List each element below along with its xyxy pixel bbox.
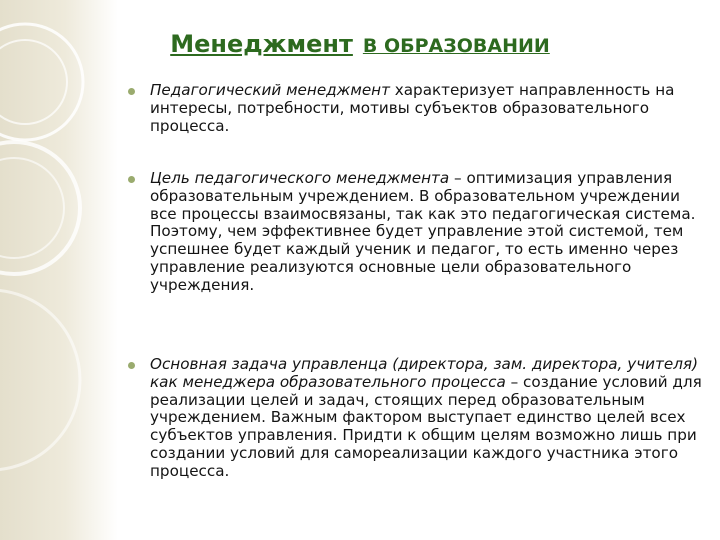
bullet-item <box>150 170 702 295</box>
slide-title <box>0 22 720 60</box>
bullet-term: Основная задача управленца (директора, зам. директора, учителя) как менеджера образовательного процесса <box>150 355 698 391</box>
bullet-term: Цель педагогического менеджмента <box>150 169 450 187</box>
title-main: Менеджмент <box>170 30 353 58</box>
bullet-body: – создание условий для реализации целей и задач, стоящих перед образовательным учреждением. Важным фактором выступает единство целей всех субъектов управления. Придти к общим целям возможно лишь при создании условий для самореализации каждого участника этого процесса. <box>150 372 702 480</box>
bullet-text <box>150 82 702 135</box>
title-sub: В ОБРАЗОВАНИИ <box>362 35 550 57</box>
bullet-text <box>150 356 702 481</box>
bullet-body: – оптимизация управления образовательным учреждением. В образовательном учреждении все процессы взаимосвязаны, так как это педагогическая система. Поэтому, чем эффективнее будет управление этой системой, тем успешнее будет каждый ученик и педагог, то есть именно через управление реализуются основные цели образовательного учреждения. <box>150 169 696 294</box>
decorative-circles <box>0 0 130 540</box>
bullet-marker-icon <box>128 176 135 183</box>
bullet-text <box>150 170 702 295</box>
bullet-marker-icon <box>128 88 135 95</box>
bullet-term: Педагогический менеджмент <box>150 81 390 99</box>
bullet-item <box>150 82 702 135</box>
bullet-marker-icon <box>128 362 135 369</box>
bullet-body: характеризует направленность на интересы, потребности, мотивы субъектов образовательного процесса. <box>150 81 675 135</box>
bullet-item <box>150 356 702 481</box>
